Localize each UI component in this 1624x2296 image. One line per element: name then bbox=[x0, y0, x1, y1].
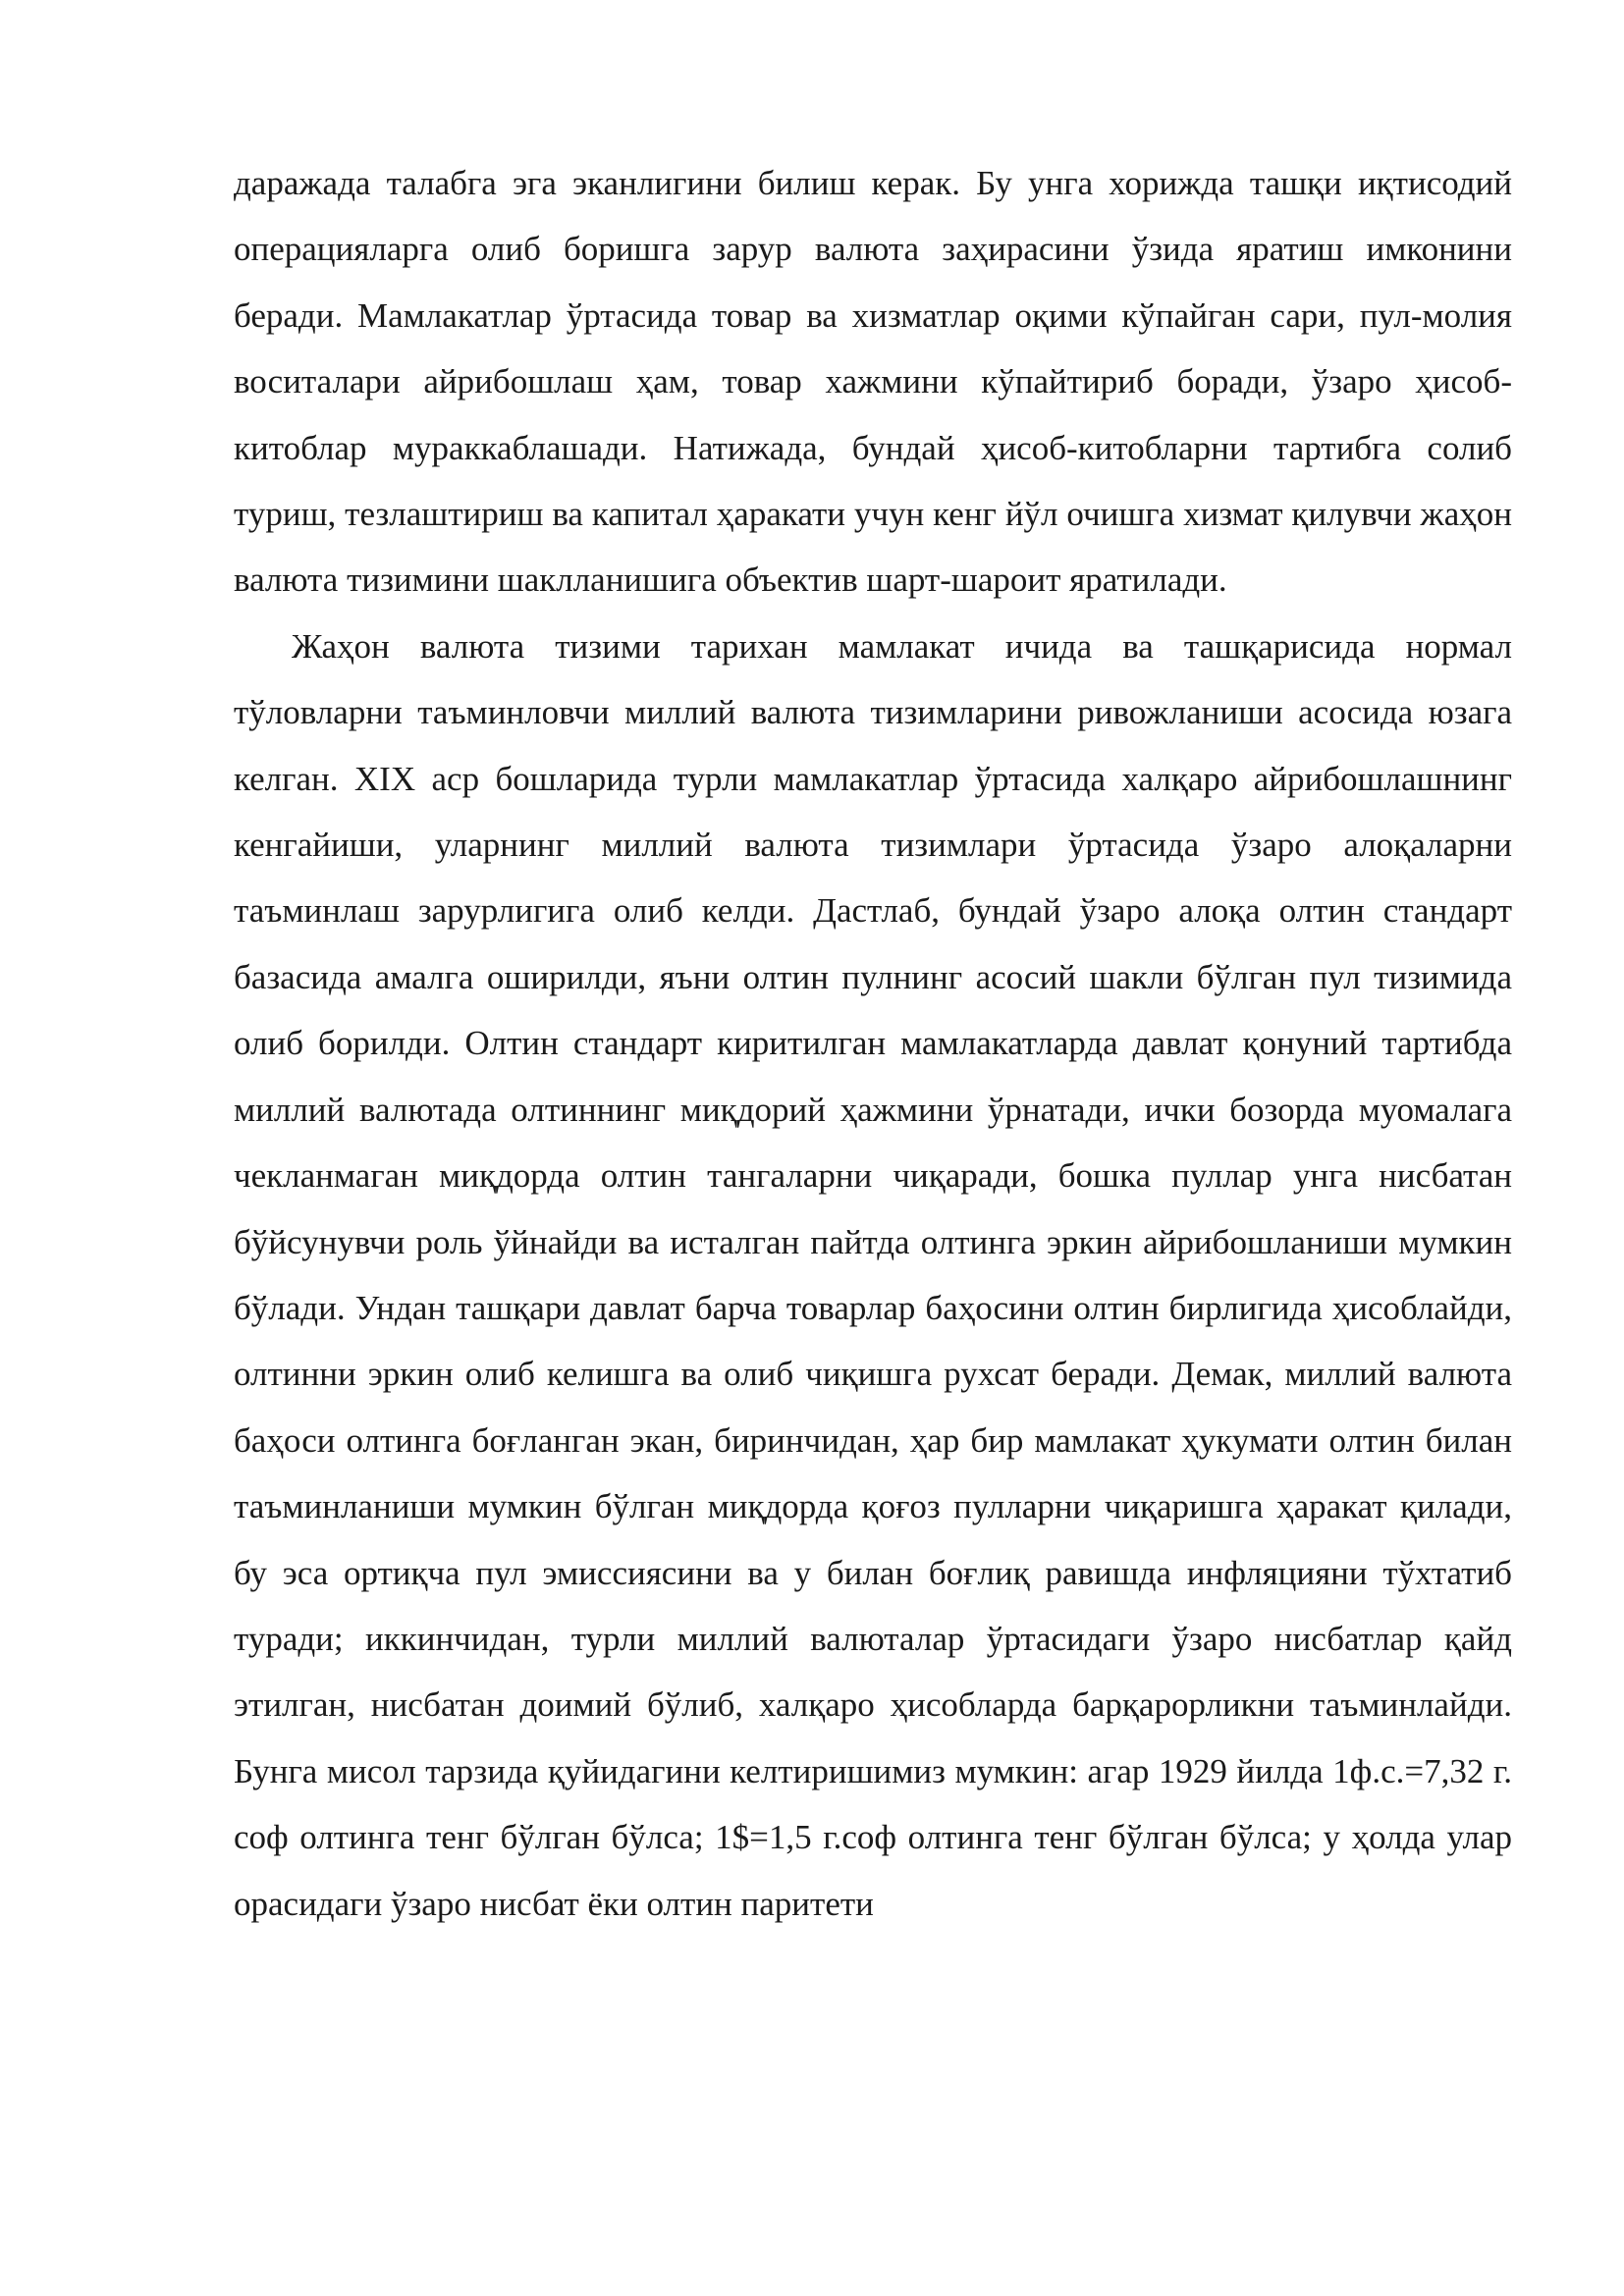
paragraph-1: даражада талабга эга эканлигини билиш керак. Бу унга хорижда ташқи иқтисодий операцияларга олиб боришга зарур валюта заҳирасини ўзида яратиш имконини беради. Мамлакатлар ўртасида товар ва хизматлар оқими кўпайган сари, пул-молия воситалари айрибошлаш ҳам, товар хажмини кўпайтириб боради, ўзаро ҳисоб-китоблар мураккаблашади. Натижада, бундай ҳисоб-китобларни тартибга солиб туриш, тезлаштириш ва капитал ҳаракати учун кенг йўл очишга хизмат қилувчи жаҳон валюта тизимини шаклланишига объектив шарт-шароит яратилади. bbox=[234, 164, 1512, 600]
body-text bbox=[234, 150, 1512, 1937]
paragraph-2: Жаҳон валюта тизими тарихан мамлакат ичида ва ташқарисида нормал тўловларни таъминловчи миллий валюта тизимларини ривожланиши асосида юзага келган. XIX аср бошларида турли мамлакатлар ўртасида халқаро айрибошлашнинг кенгайиши, уларнинг миллий валюта тизимлари ўртасида ўзаро алоқаларни таъминлаш зарурлигига олиб келди. Дастлаб, бундай ўзаро алоқа олтин стандарт базасида амалга оширилди, яъни олтин пулнинг асосий шакли бўлган пул тизимида олиб борилди. Олтин стандарт киритилган мамлакатларда давлат қонуний тартибда миллий валютада олтиннинг миқдорий ҳажмини ўрнатади, ички бозорда муомалага чекланмаган миқдорда олтин тангаларни чиқаради, бошка пуллар унга нисбатан бўйсунувчи роль ўйнайди ва исталган пайтда олтинга эркин айрибошланиши мумкин бўлади. Ундан ташқари давлат барча товарлар баҳосини олтин бирлигида ҳисоблайди, олтинни эркин олиб келишга ва олиб чиқишга рухсат беради. Демак, миллий валюта баҳоси олтинга боғланган экан, биринчидан, ҳар бир мамлакат ҳукумати олтин билан таъминланиши мумкин бўлган миқдорда қоғоз пулларни чиқаришга ҳаракат қилади, бу эса ортиқча пул эмиссиясини ва у билан боғлиқ равишда инфляцияни тўхтатиб туради; иккинчидан, турли миллий валюталар ўртасидаги ўзаро нисбатлар қайд этилган, нисбатан доимий бўлиб, халқаро ҳисобларда барқарорликни таъминлайди. Бунга мисол тарзида қуйидагини келтиришимиз мумкин: агар 1929 йилда 1ф.с.=7,32 г. соф олтинга тенг бўлган бўлса; 1$=1,5 г.соф олтинга тенг бўлган бўлса; у ҳолда улар орасидаги ўзаро нисбат ёки олтин паритети bbox=[234, 626, 1512, 1923]
